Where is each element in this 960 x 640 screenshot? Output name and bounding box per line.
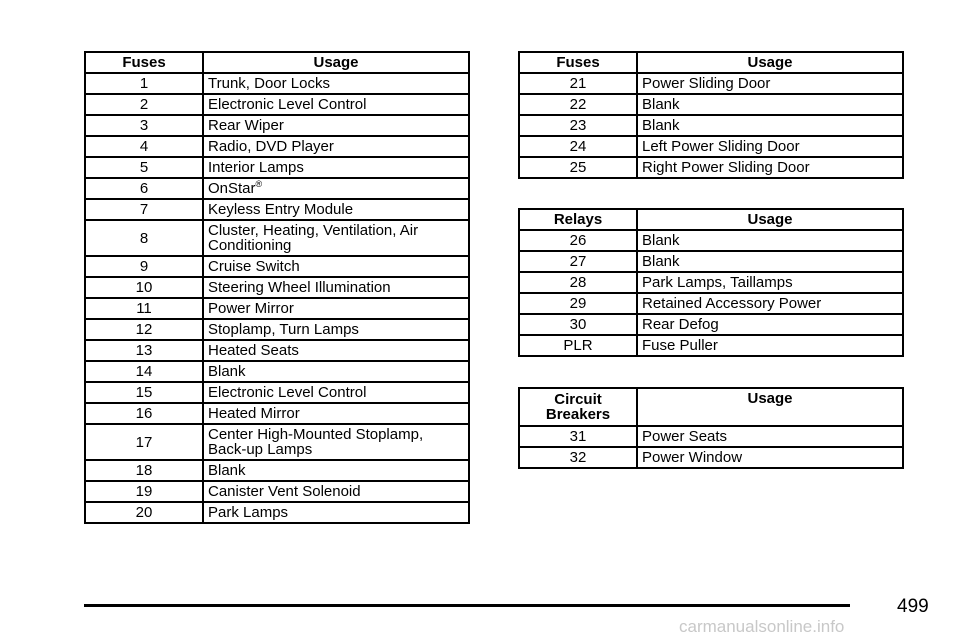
fuse-number: 24 bbox=[519, 136, 637, 157]
table-row bbox=[85, 256, 469, 277]
fuse-usage: Blank bbox=[203, 460, 469, 481]
fuse-number: 11 bbox=[85, 298, 203, 319]
table-row bbox=[85, 502, 469, 523]
fuse-usage: Left Power Sliding Door bbox=[637, 136, 903, 157]
fuse-number: 16 bbox=[85, 403, 203, 424]
table-row bbox=[85, 220, 469, 256]
table-row bbox=[519, 73, 903, 94]
fuse-number: 22 bbox=[519, 94, 637, 115]
fuse-usage: Blank bbox=[203, 361, 469, 382]
fuse-number: 10 bbox=[85, 277, 203, 298]
table-row bbox=[85, 403, 469, 424]
relay-usage: Blank bbox=[637, 230, 903, 251]
fuses-table-left bbox=[84, 51, 470, 524]
relay-usage: Fuse Puller bbox=[637, 335, 903, 356]
table-row bbox=[519, 230, 903, 251]
fuse-usage: Power Mirror bbox=[203, 298, 469, 319]
relay-number: 28 bbox=[519, 272, 637, 293]
relay-usage: Blank bbox=[637, 251, 903, 272]
watermark: carmanualsonline.info bbox=[679, 617, 845, 636]
fuse-number: 12 bbox=[85, 319, 203, 340]
table-header-row bbox=[519, 52, 903, 73]
column-header-circuit-breakers: Circuit Breakers bbox=[519, 388, 637, 426]
table-row bbox=[85, 460, 469, 481]
table-row bbox=[85, 340, 469, 361]
fuse-number: 21 bbox=[519, 73, 637, 94]
table-row bbox=[85, 382, 469, 403]
breaker-usage: Power Window bbox=[637, 447, 903, 468]
fuse-usage: Rear Wiper bbox=[203, 115, 469, 136]
relay-usage: Park Lamps, Taillamps bbox=[637, 272, 903, 293]
fuse-usage: Right Power Sliding Door bbox=[637, 157, 903, 178]
fuse-usage: Stoplamp, Turn Lamps bbox=[203, 319, 469, 340]
column-header-fuses: Fuses bbox=[85, 52, 203, 73]
fuse-usage: Cluster, Heating, Ventilation, Air Conditioning bbox=[203, 220, 469, 256]
fuse-usage: Electronic Level Control bbox=[203, 382, 469, 403]
fuse-usage: Park Lamps bbox=[203, 502, 469, 523]
page-number: 499 bbox=[897, 596, 929, 617]
relays-table bbox=[518, 208, 904, 357]
column-header-usage: Usage bbox=[203, 52, 469, 73]
table-row bbox=[519, 272, 903, 293]
fuse-usage: Electronic Level Control bbox=[203, 94, 469, 115]
fuse-usage: Blank bbox=[637, 115, 903, 136]
fuse-number: 19 bbox=[85, 481, 203, 502]
circuit-breakers-table bbox=[518, 387, 904, 469]
table-row bbox=[85, 136, 469, 157]
table-header-row bbox=[85, 52, 469, 73]
fuse-number: 4 bbox=[85, 136, 203, 157]
footer-rule bbox=[84, 604, 850, 607]
breaker-usage: Power Seats bbox=[637, 426, 903, 447]
fuse-usage: Keyless Entry Module bbox=[203, 199, 469, 220]
table-row bbox=[519, 157, 903, 178]
relay-number: 27 bbox=[519, 251, 637, 272]
fuse-usage-text: OnStar bbox=[208, 180, 256, 197]
fuse-usage: Power Sliding Door bbox=[637, 73, 903, 94]
column-header-usage: Usage bbox=[637, 209, 903, 230]
column-header-relays: Relays bbox=[519, 209, 637, 230]
column-header-fuses: Fuses bbox=[519, 52, 637, 73]
fuse-number: 17 bbox=[85, 424, 203, 460]
fuses-table-right bbox=[518, 51, 904, 179]
fuse-usage: Heated Seats bbox=[203, 340, 469, 361]
fuse-number: 9 bbox=[85, 256, 203, 277]
fuse-number: 20 bbox=[85, 502, 203, 523]
fuse-number: 13 bbox=[85, 340, 203, 361]
table-row bbox=[85, 178, 469, 199]
fuse-usage: Cruise Switch bbox=[203, 256, 469, 277]
fuse-usage: Interior Lamps bbox=[203, 157, 469, 178]
fuse-usage: Center High-Mounted Stoplamp, Back-up Lamps bbox=[203, 424, 469, 460]
table-row bbox=[85, 115, 469, 136]
table-row bbox=[519, 94, 903, 115]
table-row bbox=[85, 94, 469, 115]
fuse-usage: Blank bbox=[637, 94, 903, 115]
table-row bbox=[85, 361, 469, 382]
table-header-row bbox=[519, 209, 903, 230]
table-row bbox=[519, 447, 903, 468]
fuse-number: 15 bbox=[85, 382, 203, 403]
table-row bbox=[85, 157, 469, 178]
fuse-number: 25 bbox=[519, 157, 637, 178]
fuse-number: 18 bbox=[85, 460, 203, 481]
fuse-number: 7 bbox=[85, 199, 203, 220]
column-header-usage: Usage bbox=[637, 388, 903, 426]
table-header-row bbox=[519, 388, 903, 426]
column-header-usage: Usage bbox=[637, 52, 903, 73]
relay-number: 29 bbox=[519, 293, 637, 314]
fuse-number: 8 bbox=[85, 220, 203, 256]
table-row bbox=[519, 115, 903, 136]
table-row bbox=[519, 251, 903, 272]
fuse-usage: Radio, DVD Player bbox=[203, 136, 469, 157]
breaker-number: 32 bbox=[519, 447, 637, 468]
fuse-usage: Steering Wheel Illumination bbox=[203, 277, 469, 298]
fuse-number: 23 bbox=[519, 115, 637, 136]
table-row bbox=[519, 335, 903, 356]
table-row bbox=[85, 319, 469, 340]
relay-number: 26 bbox=[519, 230, 637, 251]
table-row bbox=[85, 277, 469, 298]
table-row bbox=[519, 426, 903, 447]
relay-number: PLR bbox=[519, 335, 637, 356]
table-row bbox=[85, 199, 469, 220]
relay-usage: Retained Accessory Power bbox=[637, 293, 903, 314]
table-row bbox=[519, 136, 903, 157]
relay-number: 30 bbox=[519, 314, 637, 335]
fuse-usage: Canister Vent Solenoid bbox=[203, 481, 469, 502]
table-row bbox=[85, 73, 469, 94]
fuse-number: 6 bbox=[85, 178, 203, 199]
fuse-number: 2 bbox=[85, 94, 203, 115]
fuse-number: 5 bbox=[85, 157, 203, 178]
table-row bbox=[519, 293, 903, 314]
table-row bbox=[519, 314, 903, 335]
fuse-number: 1 bbox=[85, 73, 203, 94]
table-row bbox=[85, 424, 469, 460]
fuse-usage bbox=[203, 178, 469, 199]
fuse-usage: Trunk, Door Locks bbox=[203, 73, 469, 94]
fuse-number: 3 bbox=[85, 115, 203, 136]
relay-usage: Rear Defog bbox=[637, 314, 903, 335]
table-row bbox=[85, 298, 469, 319]
registered-mark: ® bbox=[255, 179, 263, 189]
breaker-number: 31 bbox=[519, 426, 637, 447]
table-row bbox=[85, 481, 469, 502]
fuse-usage: Heated Mirror bbox=[203, 403, 469, 424]
fuse-number: 14 bbox=[85, 361, 203, 382]
